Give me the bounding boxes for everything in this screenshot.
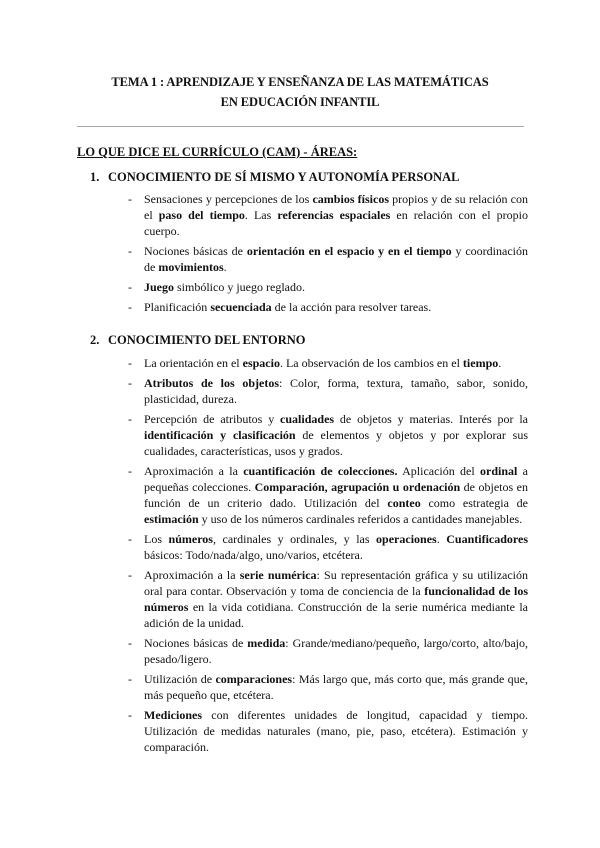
bullet-dash: - [128, 532, 132, 546]
body-text: Sensaciones y percepciones de los [144, 192, 313, 206]
body-text: Nociones básicas de [144, 636, 248, 650]
body-text: . [223, 260, 227, 274]
body-text: Utilización de [144, 672, 216, 686]
body-text: . [436, 532, 447, 546]
body-text: Aplicación del [397, 464, 481, 478]
emphasis-text: operaciones [376, 532, 437, 546]
body-text: Planificación [144, 300, 211, 314]
emphasis-text: serie numérica [239, 568, 317, 582]
body-text: de objetos en función de un criterio dado. Utilización del [144, 480, 528, 510]
emphasis-text: Juego [144, 280, 174, 294]
list-item [128, 635, 528, 667]
body-text: Percepción de atributos y [144, 412, 281, 426]
list-item [128, 375, 528, 407]
emphasis-text: cambios físicos [312, 192, 389, 206]
body-text: y coordinación de [144, 244, 528, 274]
emphasis-text: identificación y clasificación [144, 428, 296, 442]
emphasis-text: medida [247, 636, 286, 650]
section-1-list [128, 191, 528, 319]
bullet-dash: - [128, 300, 132, 314]
emphasis-text: Mediciones [144, 708, 202, 722]
emphasis-text: Comparación, agrupación u ordenación [254, 480, 461, 494]
bullet-dash: - [128, 464, 132, 478]
body-text: Aproximación a la [144, 464, 244, 478]
body-text: en la vida cotidiana. Construcción de la serie numérica mediante la adición de la unidad. [144, 600, 528, 630]
body-text: simbólico y juego reglado. [174, 280, 305, 294]
emphasis-text: paso del tiempo [158, 208, 245, 222]
body-text: . Las [244, 208, 278, 222]
body-text: básicos: Todo/nada/algo, uno/varios, etcétera. [144, 548, 363, 562]
bullet-dash: - [128, 376, 132, 390]
body-text: de elementos y objetos y por explorar sus cualidades, características, usos y grados. [144, 428, 528, 458]
list-item [128, 411, 528, 459]
document-title-line-2: EN EDUCACIÓN INFANTIL [220, 95, 380, 109]
bullet-dash: - [128, 192, 132, 206]
list-item [128, 567, 528, 631]
body-text: Aproximación a la [144, 568, 240, 582]
emphasis-text: Cuantificadores [446, 532, 529, 546]
section-number: 2. [90, 333, 100, 347]
emphasis-text: Atributos de los objetos [144, 376, 279, 390]
emphasis-text: comparaciones [215, 672, 293, 686]
section-heading-2 [90, 333, 306, 348]
section-heading-1 [90, 170, 459, 185]
emphasis-text: funcionalidad de los números [144, 584, 529, 614]
list-item [128, 671, 528, 703]
emphasis-text: movimientos [158, 260, 224, 274]
emphasis-text: tiempo [462, 356, 499, 370]
emphasis-text: ordinal [480, 464, 518, 478]
list-item [128, 707, 528, 755]
bullet-dash: - [128, 708, 132, 722]
body-text: en relación con el propio cuerpo. [144, 208, 528, 238]
body-text: como estrategia de [420, 496, 528, 510]
emphasis-text: conteo [387, 496, 421, 510]
emphasis-text: números [168, 532, 213, 546]
list-item [128, 463, 528, 527]
body-text: La orientación en el [144, 356, 243, 370]
body-text: . La observación de los cambios en el [279, 356, 463, 370]
bullet-dash: - [128, 568, 132, 582]
body-text: : Grande/mediano/pequeño, largo/corto, alto/bajo, pesado/ligero. [144, 636, 528, 666]
body-text: Nociones básicas de [144, 244, 247, 258]
bullet-dash: - [128, 412, 132, 426]
body-text: : Color, forma, textura, tamaño, sabor, sonido, plasticidad, dureza. [144, 376, 528, 406]
bullet-dash: - [128, 356, 132, 370]
list-item [128, 531, 528, 563]
list-item [128, 279, 528, 295]
emphasis-text: cualidades [280, 412, 335, 426]
body-text: y uso de los números cardinales referidos a cantidades manejables. [198, 512, 523, 526]
section-2-list [128, 355, 528, 759]
body-text: Los [144, 532, 169, 546]
body-text: de la acción para resolver tareas. [271, 300, 432, 314]
curriculum-heading: LO QUE DICE EL CURRÍCULO (CAM) - ÁREAS: [77, 145, 358, 159]
title-divider [77, 126, 524, 127]
section-number: 1. [90, 170, 100, 184]
body-text: , cardinales y ordinales, y las [212, 532, 377, 546]
emphasis-text: espacio [242, 356, 280, 370]
list-item [128, 243, 528, 275]
bullet-dash: - [128, 280, 132, 294]
body-text: propios y de su relación con el [144, 192, 528, 222]
emphasis-text: secuenciada [210, 300, 272, 314]
body-text: a pequeñas colecciones. [144, 464, 529, 494]
emphasis-text: estimación [144, 512, 199, 526]
body-text: : Su representación gráfica y su utilización oral para contar. Observación y toma de conciencia de la [144, 568, 529, 598]
emphasis-text: referencias espaciales [277, 208, 391, 222]
section-title: CONOCIMIENTO DEL ENTORNO [108, 333, 306, 347]
emphasis-text: orientación en el espacio y en el tiempo [246, 244, 452, 258]
body-text: de objetos y materias. Interés por la [334, 412, 528, 426]
body-text: con diferentes unidades de longitud, capacidad y tiempo. Utilización de medidas naturales (mano, pie, paso, etcétera). Estimación y comparación. [144, 708, 528, 754]
list-item [128, 191, 528, 239]
section-title: CONOCIMIENTO DE SÍ MISMO Y AUTONOMÍA PERSONAL [108, 170, 460, 184]
bullet-dash: - [128, 672, 132, 686]
bullet-dash: - [128, 244, 132, 258]
bullet-dash: - [128, 636, 132, 650]
document-title-line-1: TEMA 1 : APRENDIZAJE Y ENSEÑANZA DE LAS MATEMÁTICAS [111, 75, 489, 89]
body-text: . [498, 356, 502, 370]
emphasis-text: cuantificación de colecciones. [243, 464, 398, 478]
list-item [128, 299, 528, 315]
body-text: : Más largo que, más corto que, más grande que, más pequeño que, etcétera. [144, 672, 529, 702]
list-item [128, 355, 528, 371]
